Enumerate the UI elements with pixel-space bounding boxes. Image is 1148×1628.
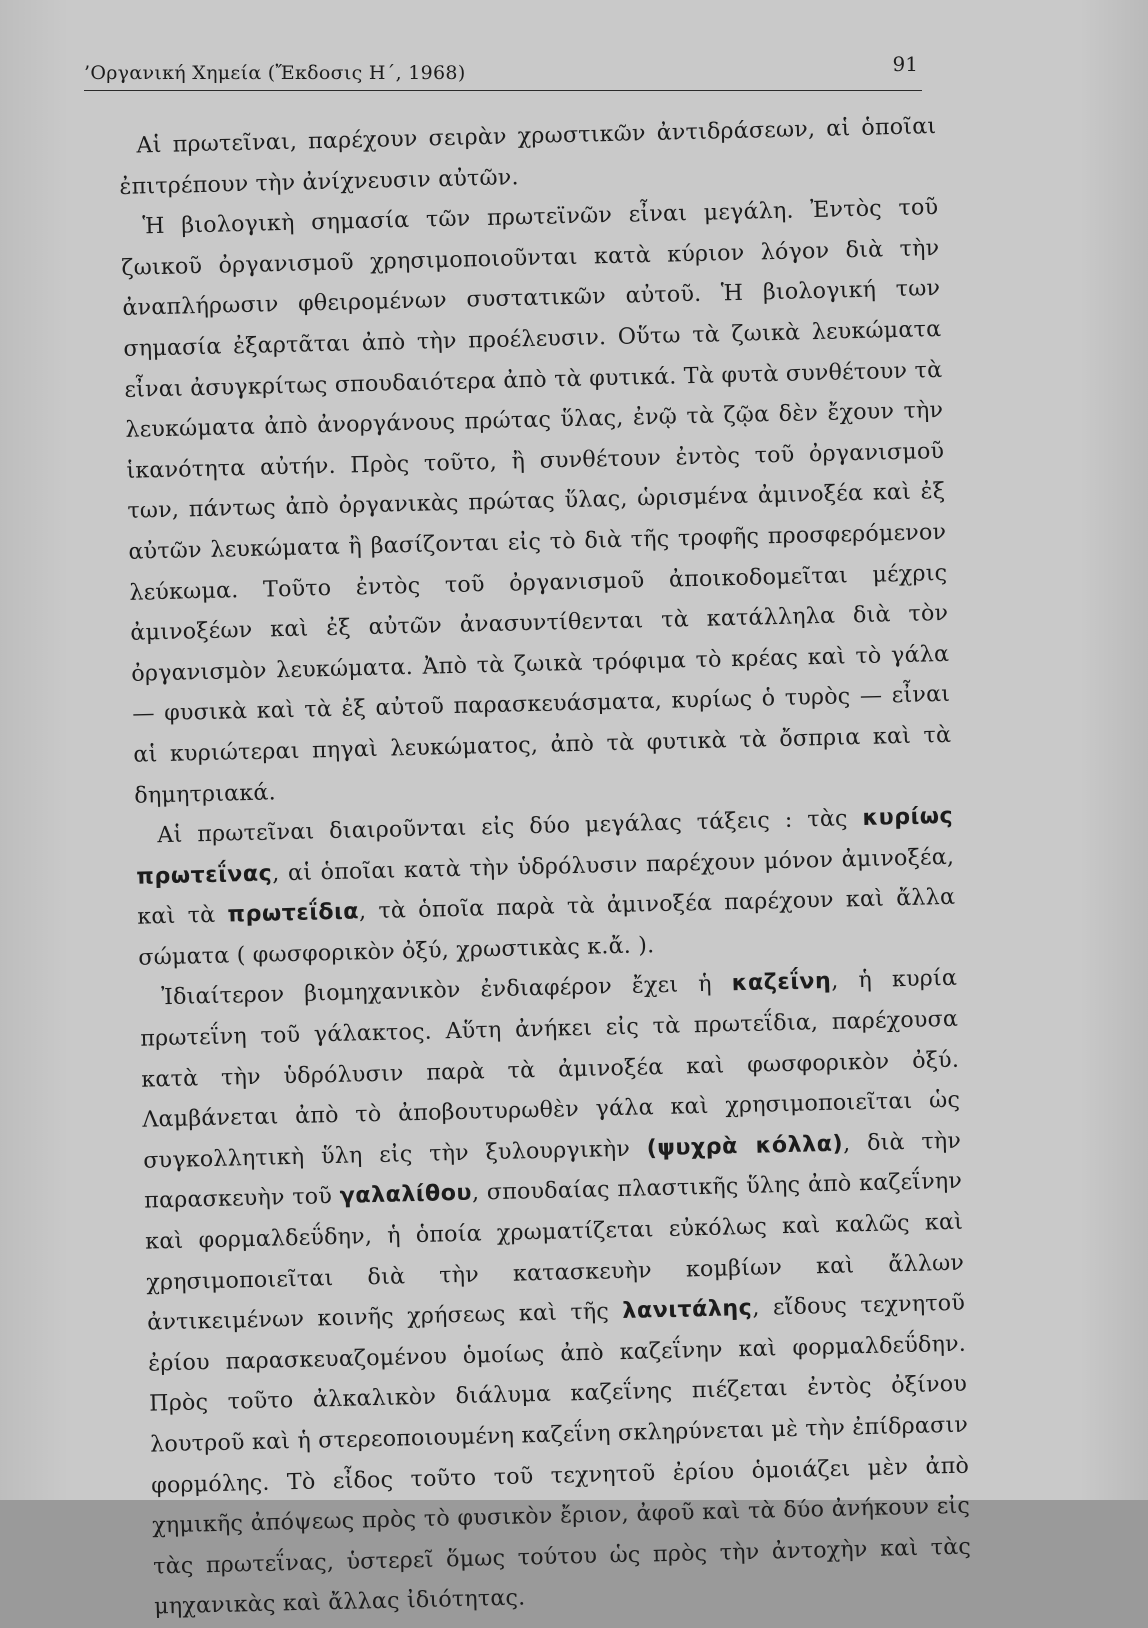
running-head <box>84 52 922 91</box>
text-run: Ἡ βιολογικὴ σημασία τῶν πρωτεϊνῶν εἶναι μεγάλη. Ἐντὸς τοῦ ζωικοῦ ὀργανισμοῦ χρησιμοποιοῦνται κατὰ κύριον λόγον διὰ τὴν ἀναπλήρωσιν φθειρομένων συστατικῶν αὐτοῦ. Ἡ βιολογική των σημασία ἐξαρτᾶται ἀπὸ τὴν προέλευσιν. Οὕτω τὰ ζωικὰ λευκώματα εἶναι ἀσυγκρίτως σπουδαιότερα ἀπὸ τὰ φυτικά. Τὰ φυτὰ συνθέτουν τὰ λευκώματα ἀπὸ ἀνοργάνους πρώτας ὕλας, ἐνῷ τὰ ζῷα δὲν ἔχουν τὴν ἱκανότητα αὐτήν. Πρὸς τοῦτο, ἢ συνθέτουν ἐντὸς τοῦ ὀργανισμοῦ των, πάντως ἀπὸ ὀργανικὰς πρώτας ὕλας, ὡρισμένα ἀμινοξέα καὶ ἐξ αὐτῶν λευκώματα ἢ βασίζονται εἰς τὸ διὰ τῆς τροφῆς προσφερόμενον λεύκωμα. Τοῦτο ἐντὸς τοῦ ὀργανισμοῦ ἀποικοδομεῖται μέχρις ἀμινοξέων καὶ ἐξ αὐτῶν ἀνασυντίθενται τὰ κατάλληλα διὰ τὸν ὀργανισμὸν λευκώματα. Ἀπὸ τὰ ζωικὰ τρόφιμα τὸ κρέας καὶ τὸ γάλα — φυσικὰ καὶ τὰ ἐξ αὐτοῦ παρασκευάσματα, κυρίως ὁ τυρὸς — εἶναι αἱ κυριώτεραι πηγαὶ λευκώματος, ἀπὸ τὰ φυτικὰ τὰ ὄσπρια καὶ τὰ δημητριακά. <box>121 194 952 809</box>
text-run: Αἱ πρωτεῖναι, παρέχουν σειρὰν χρωστικῶν ἀντιδράσεων, αἱ ὁποῖαι ἐπιτρέπουν τὴν ἀνίχνευσιν αὐτῶν. <box>119 113 937 200</box>
running-title: ’Οργανική Χημεία (Ἔκδοσις Η΄, 1968) <box>84 62 466 84</box>
text-run: , ἡ κυρία πρωτεΐνη τοῦ γάλακτος. Αὕτη ἀνήκει εἰς τὰ πρωτεΐδια, παρέχουσα κατὰ τὴν ὑδρόλυσιν παρὰ τὰ ἀμινοξέα καὶ φωσφορικὸν ὀξύ. Λαμβάνεται ἀπὸ τὸ ἀποβουτυρωθὲν γάλα καὶ χρησιμοποιεῖται ὡς συγκολλητικὴ ὕλη εἰς τὴν ξυλουργικὴν <box>139 965 961 1174</box>
bold-term: κυρίως πρωτεΐνας <box>136 802 954 890</box>
bold-term: καζεΐνη <box>731 968 832 997</box>
bold-term: λανιτάλης <box>622 1295 753 1325</box>
text-run: , διὰ τὴν παρασκευὴν τοῦ <box>143 1127 962 1215</box>
text-run: , αἱ ὁποῖαι κατὰ τὴν ὑδρόλυσιν παρέχουν μόνον ἀμινοξέα, καὶ τὰ <box>137 843 955 931</box>
bold-term: πρωτεΐδια <box>227 898 360 928</box>
page-number: 91 <box>892 52 918 76</box>
text-run: Ἰδιαίτερον βιομηχανικὸν ἐνδιαφέρον ἔχει ἡ <box>160 970 733 1011</box>
body-text <box>118 106 972 1628</box>
text-run: , τὰ ὁποῖα παρὰ τὰ ἀμινοξέα παρέχουν καὶ ἄλλα σώματα ( φωσφορικὸν ὀξύ, χρωστικὰς κ.ἄ. ). <box>138 884 956 971</box>
text-run: , σπουδαίας πλαστικῆς ὕλης ἀπὸ καζεΐνην καὶ φορμαλδεΰδην, ἡ ὁποία χρωματίζεται εὐκόλως καὶ καλῶς καὶ χρησιμοποιεῖται διὰ τὴν κατασκευὴν κομβίων καὶ ἄλλων ἀντικειμένων κοινῆς χρήσεως καὶ τῆς <box>144 1168 965 1336</box>
text-run: Αἱ πρωτεῖναι διαιροῦνται εἰς δύο μεγάλας τάξεις : τὰς <box>157 805 863 849</box>
paragraph-2 <box>120 187 953 816</box>
paragraph-4 <box>139 958 973 1627</box>
text-run: , εἴδους τεχνητοῦ ἐρίου παρασκευαζομένου ὁμοίως ἀπὸ καζεΐνην καὶ φορμαλδεΰδην. Πρὸς τοῦτο ἀλκαλικὸν διάλυμα καζεΐνης πιέζεται ἐντὸς ὀξίνου λουτροῦ καὶ ἡ στερεοποιουμένη καζεΐνη σκληρύνεται μὲ τὴν ἐπίδρασιν φορμόλης. Τὸ εἶδος τοῦτο τοῦ τεχνητοῦ ἐρίου ὁμοιάζει μὲν ἀπὸ χημικῆς ἀπόψεως πρὸς τὸ φυσικὸν ἔριον, ἀφοῦ καὶ τὰ δύο ἀνήκουν εἰς τὰς πρωτεΐνας, ὑστερεῖ ὅμως τούτου ὡς πρὸς τὴν ἀντοχὴν καὶ τὰς μηχανικὰς καὶ ἄλλας ἰδιότητας. <box>147 1289 972 1620</box>
bold-term: γαλαλίθου <box>339 1180 473 1210</box>
paragraph-3 <box>135 796 957 978</box>
bold-term: (ψυχρὰ κόλλα) <box>646 1130 844 1162</box>
